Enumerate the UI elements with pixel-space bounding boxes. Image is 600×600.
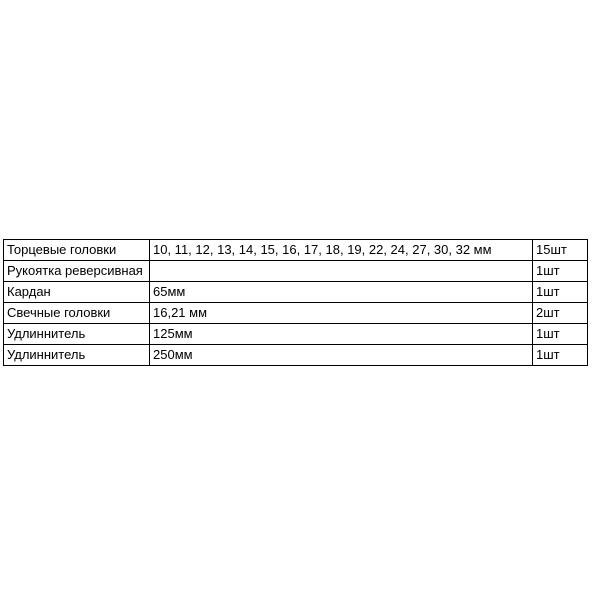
item-size-cell: 125мм [150,324,533,345]
item-qty-cell: 2шт [533,303,588,324]
item-qty-cell: 1шт [533,261,588,282]
item-size-cell: 16,21 мм [150,303,533,324]
item-size-cell [150,261,533,282]
item-name-cell: Кардан [4,282,150,303]
item-name-cell: Рукоятка реверсивная [4,261,150,282]
item-size-cell: 65мм [150,282,533,303]
item-size-cell: 10, 11, 12, 13, 14, 15, 16, 17, 18, 19, 22, 24, 27, 30, 32 мм [150,240,533,261]
item-name-cell: Торцевые головки [4,240,150,261]
table-row [4,303,588,324]
item-qty-cell: 1шт [533,282,588,303]
table-row [4,345,588,366]
item-name-cell: Свечные головки [4,303,150,324]
table-row [4,261,588,282]
item-size-cell: 250мм [150,345,533,366]
item-qty-cell: 15шт [533,240,588,261]
tool-set-table [3,239,588,366]
table-row [4,324,588,345]
item-name-cell: Удлиннитель [4,324,150,345]
table-row [4,282,588,303]
item-qty-cell: 1шт [533,345,588,366]
table-row [4,240,588,261]
item-qty-cell: 1шт [533,324,588,345]
item-name-cell: Удлиннитель [4,345,150,366]
